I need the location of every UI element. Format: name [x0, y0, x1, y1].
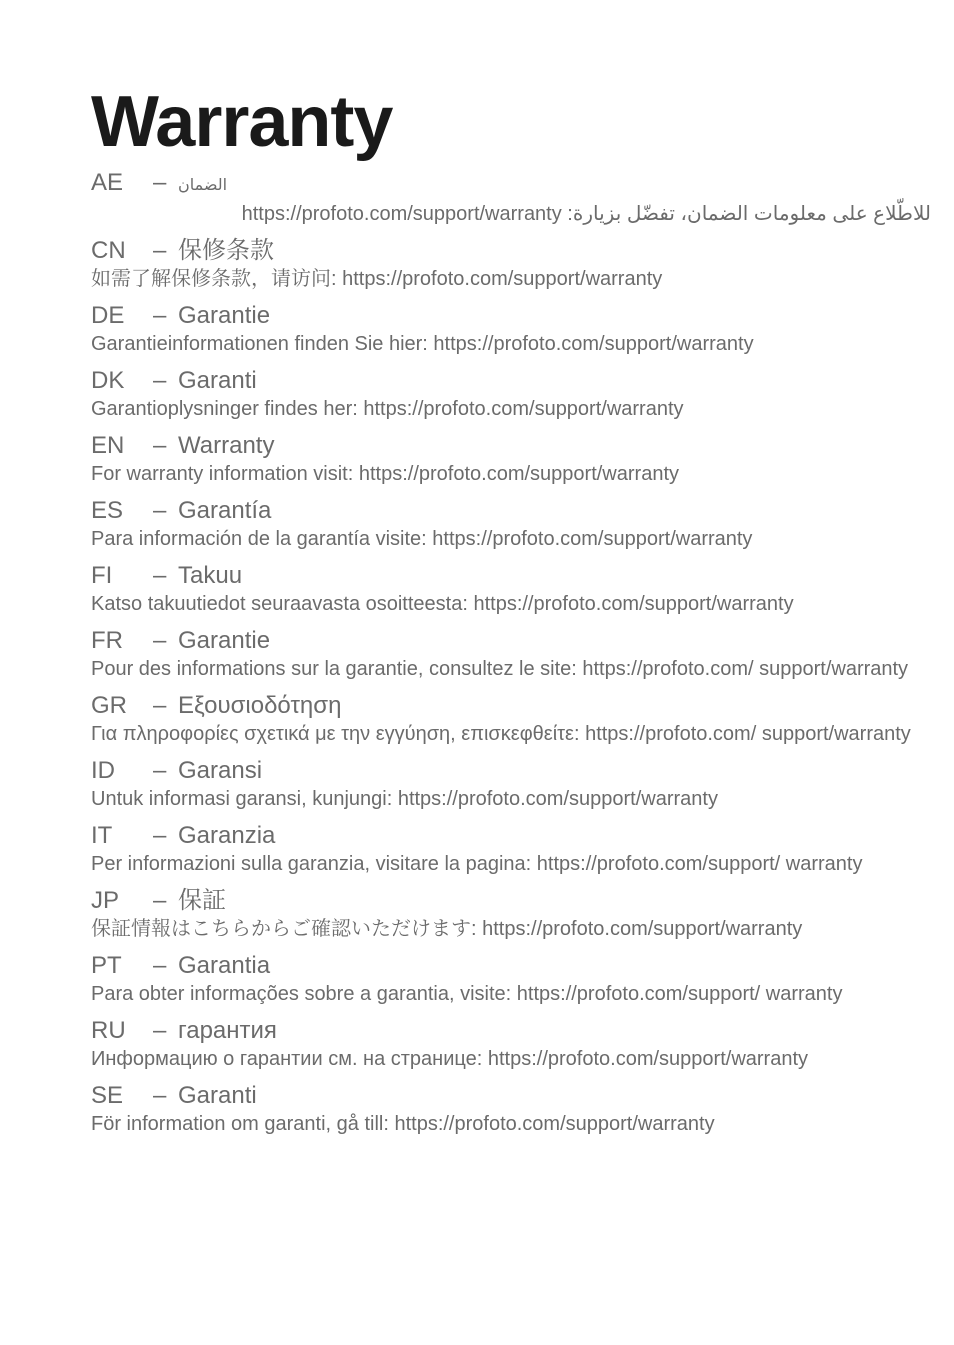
language-code: EN: [91, 432, 125, 459]
warranty-entry-ae: [91, 168, 931, 228]
warranty-entry-fi: [91, 561, 931, 618]
language-label: Garansi: [178, 757, 263, 784]
separator-dash: –: [153, 432, 167, 459]
language-label: Takuu: [178, 562, 243, 589]
warranty-text: للاطّلاع على معلومات الضمان، تفضّل بزيارة: https://profoto.com/support/warranty: [241, 203, 931, 225]
language-code: ID: [91, 757, 115, 784]
language-code: AE: [91, 169, 124, 196]
separator-dash: –: [153, 237, 167, 264]
language-label: Garantie: [178, 627, 271, 654]
language-code: IT: [91, 822, 113, 849]
entry-heading: [91, 1081, 931, 1111]
language-code: CN: [91, 237, 126, 264]
warranty-page: [91, 80, 931, 1146]
language-label: Garantie: [178, 302, 271, 329]
separator-dash: –: [153, 169, 167, 196]
language-label: Garanti: [178, 367, 257, 394]
warranty-entry-gr: [91, 691, 931, 748]
warranty-text: Para obter informações sobre a garantia, visite: https://profoto.com/support/ warranty: [91, 983, 843, 1005]
separator-dash: –: [153, 562, 167, 589]
separator-dash: –: [153, 1082, 167, 1109]
warranty-entry-fr: [91, 626, 931, 683]
warranty-text: Garantioplysninger findes her: https://profoto.com/support/warranty: [91, 398, 684, 420]
warranty-entry-pt: [91, 951, 931, 1008]
language-label: Garantia: [178, 952, 271, 979]
separator-dash: –: [153, 627, 167, 654]
warranty-text: 保証情報はこちらからご確認いただけます: https://profoto.com/support/warranty: [91, 918, 803, 940]
warranty-text: Katso takuutiedot seuraavasta osoitteesta: https://profoto.com/support/warranty: [91, 593, 794, 615]
language-code: DK: [91, 367, 125, 394]
language-code: GR: [91, 692, 127, 719]
entry-heading: [91, 168, 931, 201]
entry-heading: [91, 691, 931, 721]
language-label: Garanzia: [178, 822, 276, 849]
language-label: 保修条款: [178, 237, 274, 264]
separator-dash: –: [153, 497, 167, 524]
warranty-text: Για πληροφορίες σχετικά με την εγγύηση, επισκεφθείτε: https://profoto.com/ support/warranty: [91, 723, 911, 745]
entry-heading: [91, 301, 931, 331]
entry-heading: [91, 496, 931, 526]
entry-heading: [91, 366, 931, 396]
warranty-text: Pour des informations sur la garantie, consultez le site: https://profoto.com/ support/warranty: [91, 658, 909, 680]
language-code: ES: [91, 497, 124, 524]
warranty-entry-ru: [91, 1016, 931, 1073]
warranty-entry-en: [91, 431, 931, 488]
language-label: Εξουσιοδότηση: [178, 692, 342, 719]
entry-heading: [91, 951, 931, 981]
language-code: RU: [91, 1017, 126, 1044]
entry-heading: [91, 236, 931, 266]
warranty-text: Per informazioni sulla garanzia, visitare la pagina: https://profoto.com/support/ warranty: [91, 853, 863, 875]
warranty-entry-es: [91, 496, 931, 553]
language-label: الضمان: [178, 177, 228, 194]
warranty-entry-jp: [91, 886, 931, 943]
entry-heading: [91, 886, 931, 916]
entry-heading: [91, 1016, 931, 1046]
warranty-entry-it: [91, 821, 931, 878]
entry-heading: [91, 561, 931, 591]
language-label: Garantía: [178, 497, 272, 524]
warranty-text: Para información de la garantía visite: https://profoto.com/support/warranty: [91, 528, 753, 550]
warranty-text: 如需了解保修条款，请访问: https://profoto.com/support/warranty: [91, 268, 663, 290]
page-title: Warranty: [91, 82, 393, 162]
warranty-entry-id: [91, 756, 931, 813]
separator-dash: –: [153, 822, 167, 849]
separator-dash: –: [153, 367, 167, 394]
language-code: PT: [91, 952, 122, 979]
separator-dash: –: [153, 1017, 167, 1044]
language-code: JP: [91, 887, 120, 914]
entry-heading: [91, 756, 931, 786]
warranty-text: For warranty information visit: https://profoto.com/support/warranty: [91, 463, 679, 485]
warranty-entry-cn: [91, 236, 931, 293]
entry-heading: [91, 431, 931, 461]
separator-dash: –: [153, 757, 167, 784]
language-label: Warranty: [178, 432, 275, 459]
entry-heading: [91, 626, 931, 656]
entry-heading: [91, 821, 931, 851]
language-code: FI: [91, 562, 113, 589]
language-label: Garanti: [178, 1082, 257, 1109]
language-label: 保証: [178, 887, 226, 914]
separator-dash: –: [153, 952, 167, 979]
separator-dash: –: [153, 302, 167, 329]
language-code: FR: [91, 627, 123, 654]
warranty-text: Информацию о гарантии см. на странице: https://profoto.com/support/warranty: [91, 1048, 809, 1070]
warranty-entry-se: [91, 1081, 931, 1138]
warranty-text: Untuk informasi garansi, kunjungi: https://profoto.com/support/warranty: [91, 788, 718, 810]
language-label: гарантия: [178, 1017, 277, 1044]
language-code: SE: [91, 1082, 124, 1109]
separator-dash: –: [153, 887, 167, 914]
separator-dash: –: [153, 692, 167, 719]
warranty-entry-de: [91, 301, 931, 358]
language-code: DE: [91, 302, 125, 329]
warranty-entry-dk: [91, 366, 931, 423]
warranty-text: Garantieinformationen finden Sie hier: https://profoto.com/support/warranty: [91, 333, 754, 355]
warranty-text: För information om garanti, gå till: https://profoto.com/support/warranty: [91, 1113, 715, 1135]
